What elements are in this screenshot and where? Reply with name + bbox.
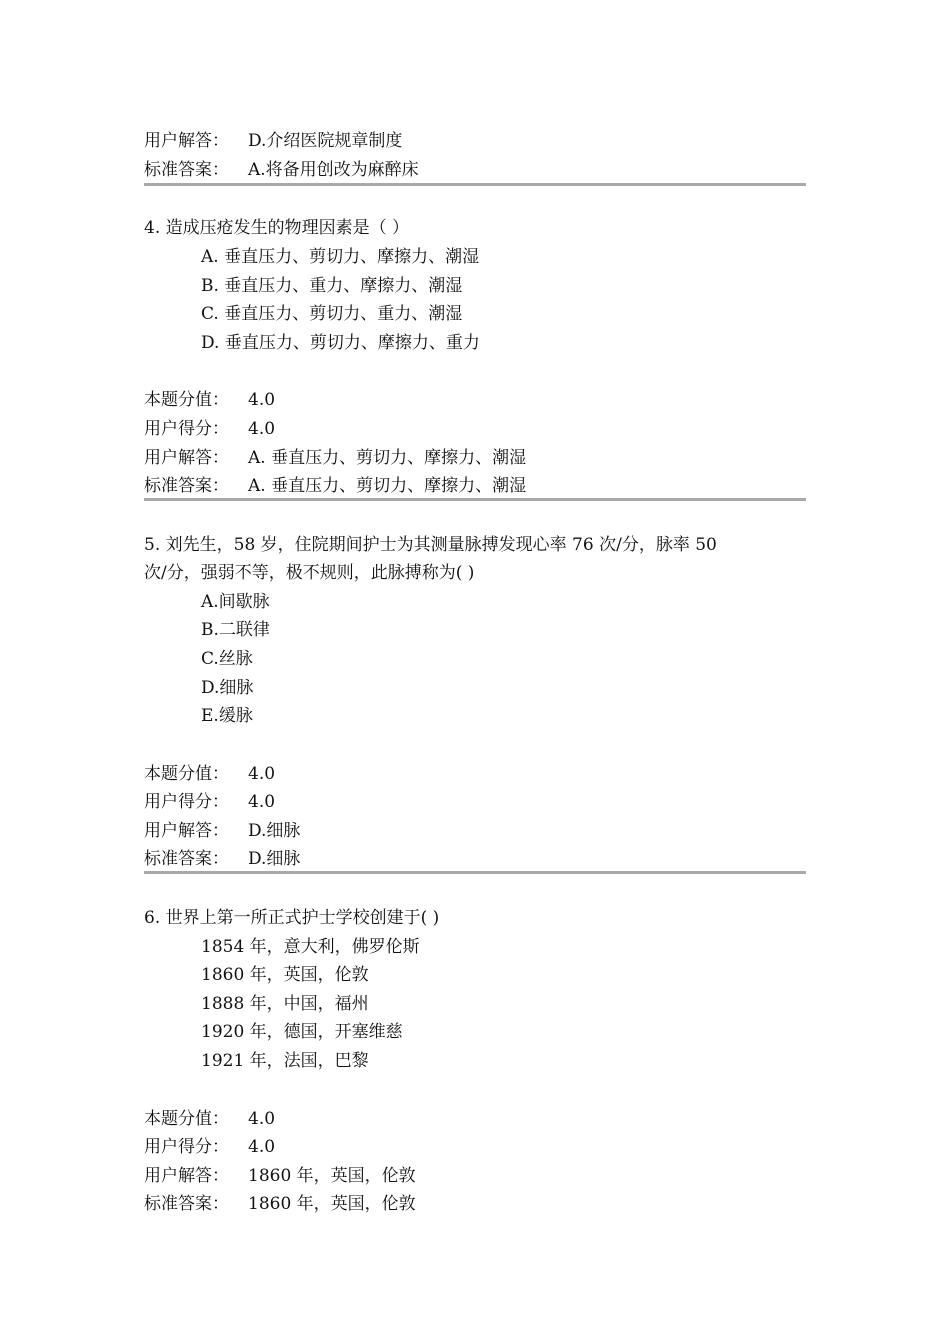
user-answer-value: A. 垂直压力、剪切力、摩擦力、潮湿	[248, 448, 527, 468]
standard-answer-label: 标准答案：	[144, 476, 229, 496]
question-6-option-2: 1860 年，英国，伦敦	[201, 965, 369, 985]
question-6-user-answer-row	[144, 1163, 416, 1189]
user-score-label: 用户得分：	[144, 419, 229, 439]
question-5-option-d: D.细脉	[201, 678, 254, 698]
section-divider	[144, 498, 806, 501]
standard-answer-value: 1860 年，英国，伦敦	[248, 1194, 416, 1214]
user-score-value: 4.0	[248, 419, 276, 439]
user-score-label: 用户得分：	[144, 1137, 229, 1157]
score-value: 4.0	[248, 1109, 276, 1129]
user-answer-value: D.介绍医院规章制度	[248, 131, 403, 151]
question-6-stem: 6. 世界上第一所正式护士学校创建于( )	[144, 908, 440, 928]
question-5-option-e: E.缓脉	[201, 706, 253, 726]
user-answer-label: 用户解答：	[144, 448, 229, 468]
question-5-option-c: C.丝脉	[201, 649, 253, 669]
prev-user-answer-row	[144, 128, 402, 154]
standard-answer-label: 标准答案：	[144, 160, 229, 180]
question-4-stem: 4. 造成压疮发生的物理因素是（ ）	[144, 218, 410, 238]
section-divider	[144, 183, 806, 186]
score-value-label: 本题分值：	[144, 764, 229, 784]
user-answer-label: 用户解答：	[144, 1166, 229, 1186]
standard-answer-value: A. 垂直压力、剪切力、摩擦力、潮湿	[248, 476, 527, 496]
question-5-option-a: A.间歇脉	[201, 592, 270, 612]
score-value: 4.0	[248, 764, 276, 784]
question-6-option-3: 1888 年，中国，福州	[201, 994, 369, 1014]
question-4-user-answer-row	[144, 445, 526, 471]
question-4-option-b: B. 垂直压力、重力、摩擦力、潮湿	[201, 276, 463, 296]
question-4-standard-answer-row	[144, 473, 526, 499]
standard-answer-value: A.将备用创改为麻醉床	[248, 160, 419, 180]
question-4-option-a: A. 垂直压力、剪切力、摩擦力、潮湿	[201, 247, 480, 267]
question-6-standard-answer-row	[144, 1191, 416, 1217]
question-6-option-5: 1921 年，法国，巴黎	[201, 1051, 369, 1071]
question-6-user-score-row	[144, 1134, 275, 1160]
question-4-user-score-row	[144, 416, 275, 442]
question-6-option-1: 1854 年，意大利，佛罗伦斯	[201, 937, 420, 957]
question-4-option-c: C. 垂直压力、剪切力、重力、潮湿	[201, 304, 463, 324]
score-value-label: 本题分值：	[144, 1109, 229, 1129]
standard-answer-label: 标准答案：	[144, 849, 229, 869]
user-answer-label: 用户解答：	[144, 821, 229, 841]
score-value: 4.0	[248, 390, 276, 410]
question-5-score-value-row	[144, 761, 275, 787]
standard-answer-label: 标准答案：	[144, 1194, 229, 1214]
user-score-label: 用户得分：	[144, 792, 229, 812]
score-value-label: 本题分值：	[144, 390, 229, 410]
question-4-option-d: D. 垂直压力、剪切力、摩擦力、重力	[201, 333, 480, 353]
question-5-user-answer-row	[144, 818, 300, 844]
question-5-stem-line-1: 5. 刘先生，58 岁，住院期间护士为其测量脉搏发现心率 76 次/分，脉率 50	[144, 535, 717, 555]
question-5-user-score-row	[144, 789, 275, 815]
user-answer-label: 用户解答：	[144, 131, 229, 151]
question-6-option-4: 1920 年，德国，开塞维慈	[201, 1022, 403, 1042]
question-4-score-value-row	[144, 387, 275, 413]
question-6-score-value-row	[144, 1106, 275, 1132]
user-score-value: 4.0	[248, 1137, 276, 1157]
user-score-value: 4.0	[248, 792, 276, 812]
question-5-stem-line-2: 次/分，强弱不等，极不规则，此脉搏称为( )	[144, 563, 475, 583]
question-5-option-b: B.二联律	[201, 620, 270, 640]
standard-answer-value: D.细脉	[248, 849, 301, 869]
user-answer-value: 1860 年，英国，伦敦	[248, 1166, 416, 1186]
question-5-standard-answer-row	[144, 846, 300, 872]
user-answer-value: D.细脉	[248, 821, 301, 841]
section-divider	[144, 871, 806, 874]
prev-standard-answer-row	[144, 157, 419, 183]
